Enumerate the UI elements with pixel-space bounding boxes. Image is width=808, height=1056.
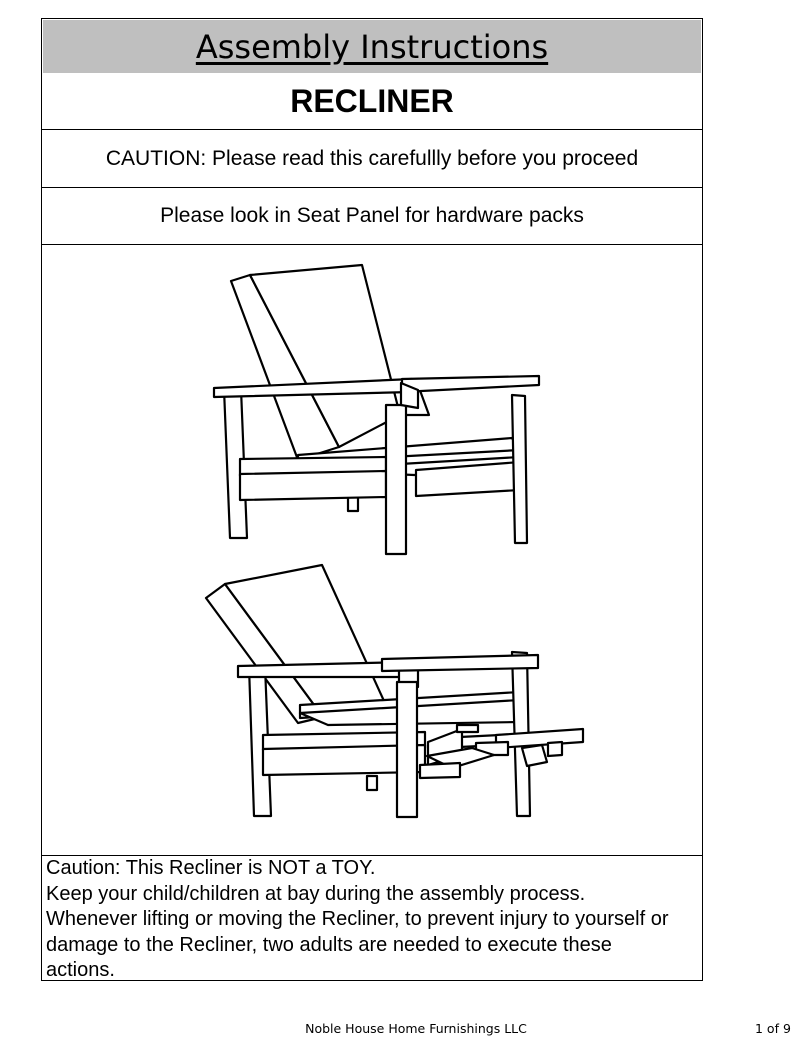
header-bar <box>42 19 702 74</box>
note-line: actions. <box>46 959 115 981</box>
safety-notes <box>42 856 702 981</box>
page-number: 1 of 9 <box>755 1021 791 1036</box>
note-line: Whenever lifting or moving the Recliner, to prevent injury to yourself or <box>46 908 669 930</box>
product-name-row <box>42 74 702 130</box>
recliner-reclined-illustration <box>206 565 583 817</box>
hardware-row <box>42 188 702 245</box>
product-name: RECLINER <box>290 83 454 119</box>
note-line: Keep your child/children at bay during the assembly process. <box>46 882 586 905</box>
caution-row <box>42 130 702 188</box>
note-line: Caution: This Recliner is NOT a TOY. <box>46 857 376 879</box>
caution-text: CAUTION: Please read this carefullly before you proceed <box>105 146 639 170</box>
illustration-panel <box>42 245 702 856</box>
page-title: Assembly Instructions <box>195 27 549 66</box>
instruction-sheet <box>41 18 703 981</box>
hardware-text: Please look in Seat Panel for hardware packs <box>160 204 584 227</box>
recliner-upright-illustration <box>214 265 539 554</box>
note-line: damage to the Recliner, two adults are needed to execute these <box>46 933 612 956</box>
recliner-illustrations <box>42 245 701 854</box>
footer-company: Noble House Home Furnishings LLC <box>305 1021 527 1036</box>
